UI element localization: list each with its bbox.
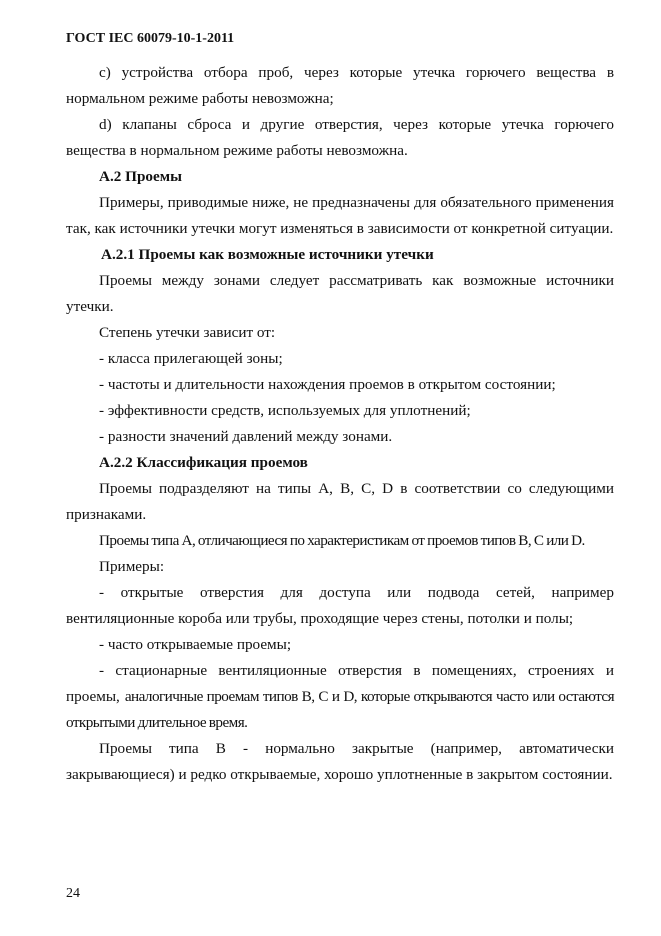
paragraph-opening-types: Проемы подразделяют на типы А, В, С, D в соответствии со следующими признаками.	[66, 480, 614, 523]
list-item-seal-efficiency: - эффективности средств, используемых для уплотнений;	[99, 402, 471, 419]
list-item-stationary-vents-part2: аналогичные проемам типов В, С и D, которые открываются часто или остаются открытыми длительное время.	[66, 688, 615, 731]
document-code-header: ГОСТ IEC 60079-10-1-2011	[66, 31, 235, 46]
paragraph-examples-note: Примеры, приводимые ниже, не предназначены для обязательного применения так, как источники утечки могут изменяться в зависимости от конкретной ситуации.	[66, 194, 614, 237]
list-item-frequency: - частоты и длительности нахождения проемов в открытом состоянии;	[99, 376, 556, 393]
paragraph-type-b: Проемы типа В - нормально закрытые (например, автоматически закрывающиеся) и редко открываемые, хорошо уплотненные в закрытом состоянии.	[66, 740, 614, 783]
section-heading-a2-2: А.2.2 Классификация проемов	[99, 454, 308, 471]
list-item-zone-class: - класса прилегающей зоны;	[99, 350, 283, 367]
section-heading-a2: А.2 Проемы	[99, 168, 182, 185]
list-item-stationary-vents-part1: - стационарные вентиляционные отверстия в помещениях, строениях и проемы,	[66, 662, 614, 705]
paragraph-item-d: d) клапаны сброса и другие отверстия, через которые утечка горючего вещества в нормальном режиме работы невозможна.	[66, 116, 614, 159]
list-item-open-holes: - открытые отверстия для доступа или подвода сетей, например вентиляционные короба или трубы, проходящие через стены, потолки и полы;	[66, 584, 614, 627]
document-body	[66, 60, 614, 788]
paragraph-type-a: Проемы типа А, отличающиеся по характеристикам от проемов типов В, С или D.	[99, 532, 585, 549]
list-item-pressure-difference: - разности значений давлений между зонами.	[99, 428, 393, 445]
paragraph-examples-label: Примеры:	[99, 558, 165, 575]
list-item-stationary-vents	[66, 658, 614, 736]
list-item-often-opened: - часто открываемые проемы;	[99, 636, 292, 653]
paragraph-item-c: c) устройства отбора проб, через которые утечка горючего вещества в нормальном режиме работы невозможна;	[66, 64, 614, 107]
page-number: 24	[66, 886, 80, 901]
paragraph-leak-degree: Степень утечки зависит от:	[99, 324, 276, 341]
paragraph-openings-sources: Проемы между зонами следует рассматривать как возможные источники утечки.	[66, 272, 614, 315]
section-heading-a2-1: А.2.1 Проемы как возможные источники утечки	[101, 246, 434, 263]
